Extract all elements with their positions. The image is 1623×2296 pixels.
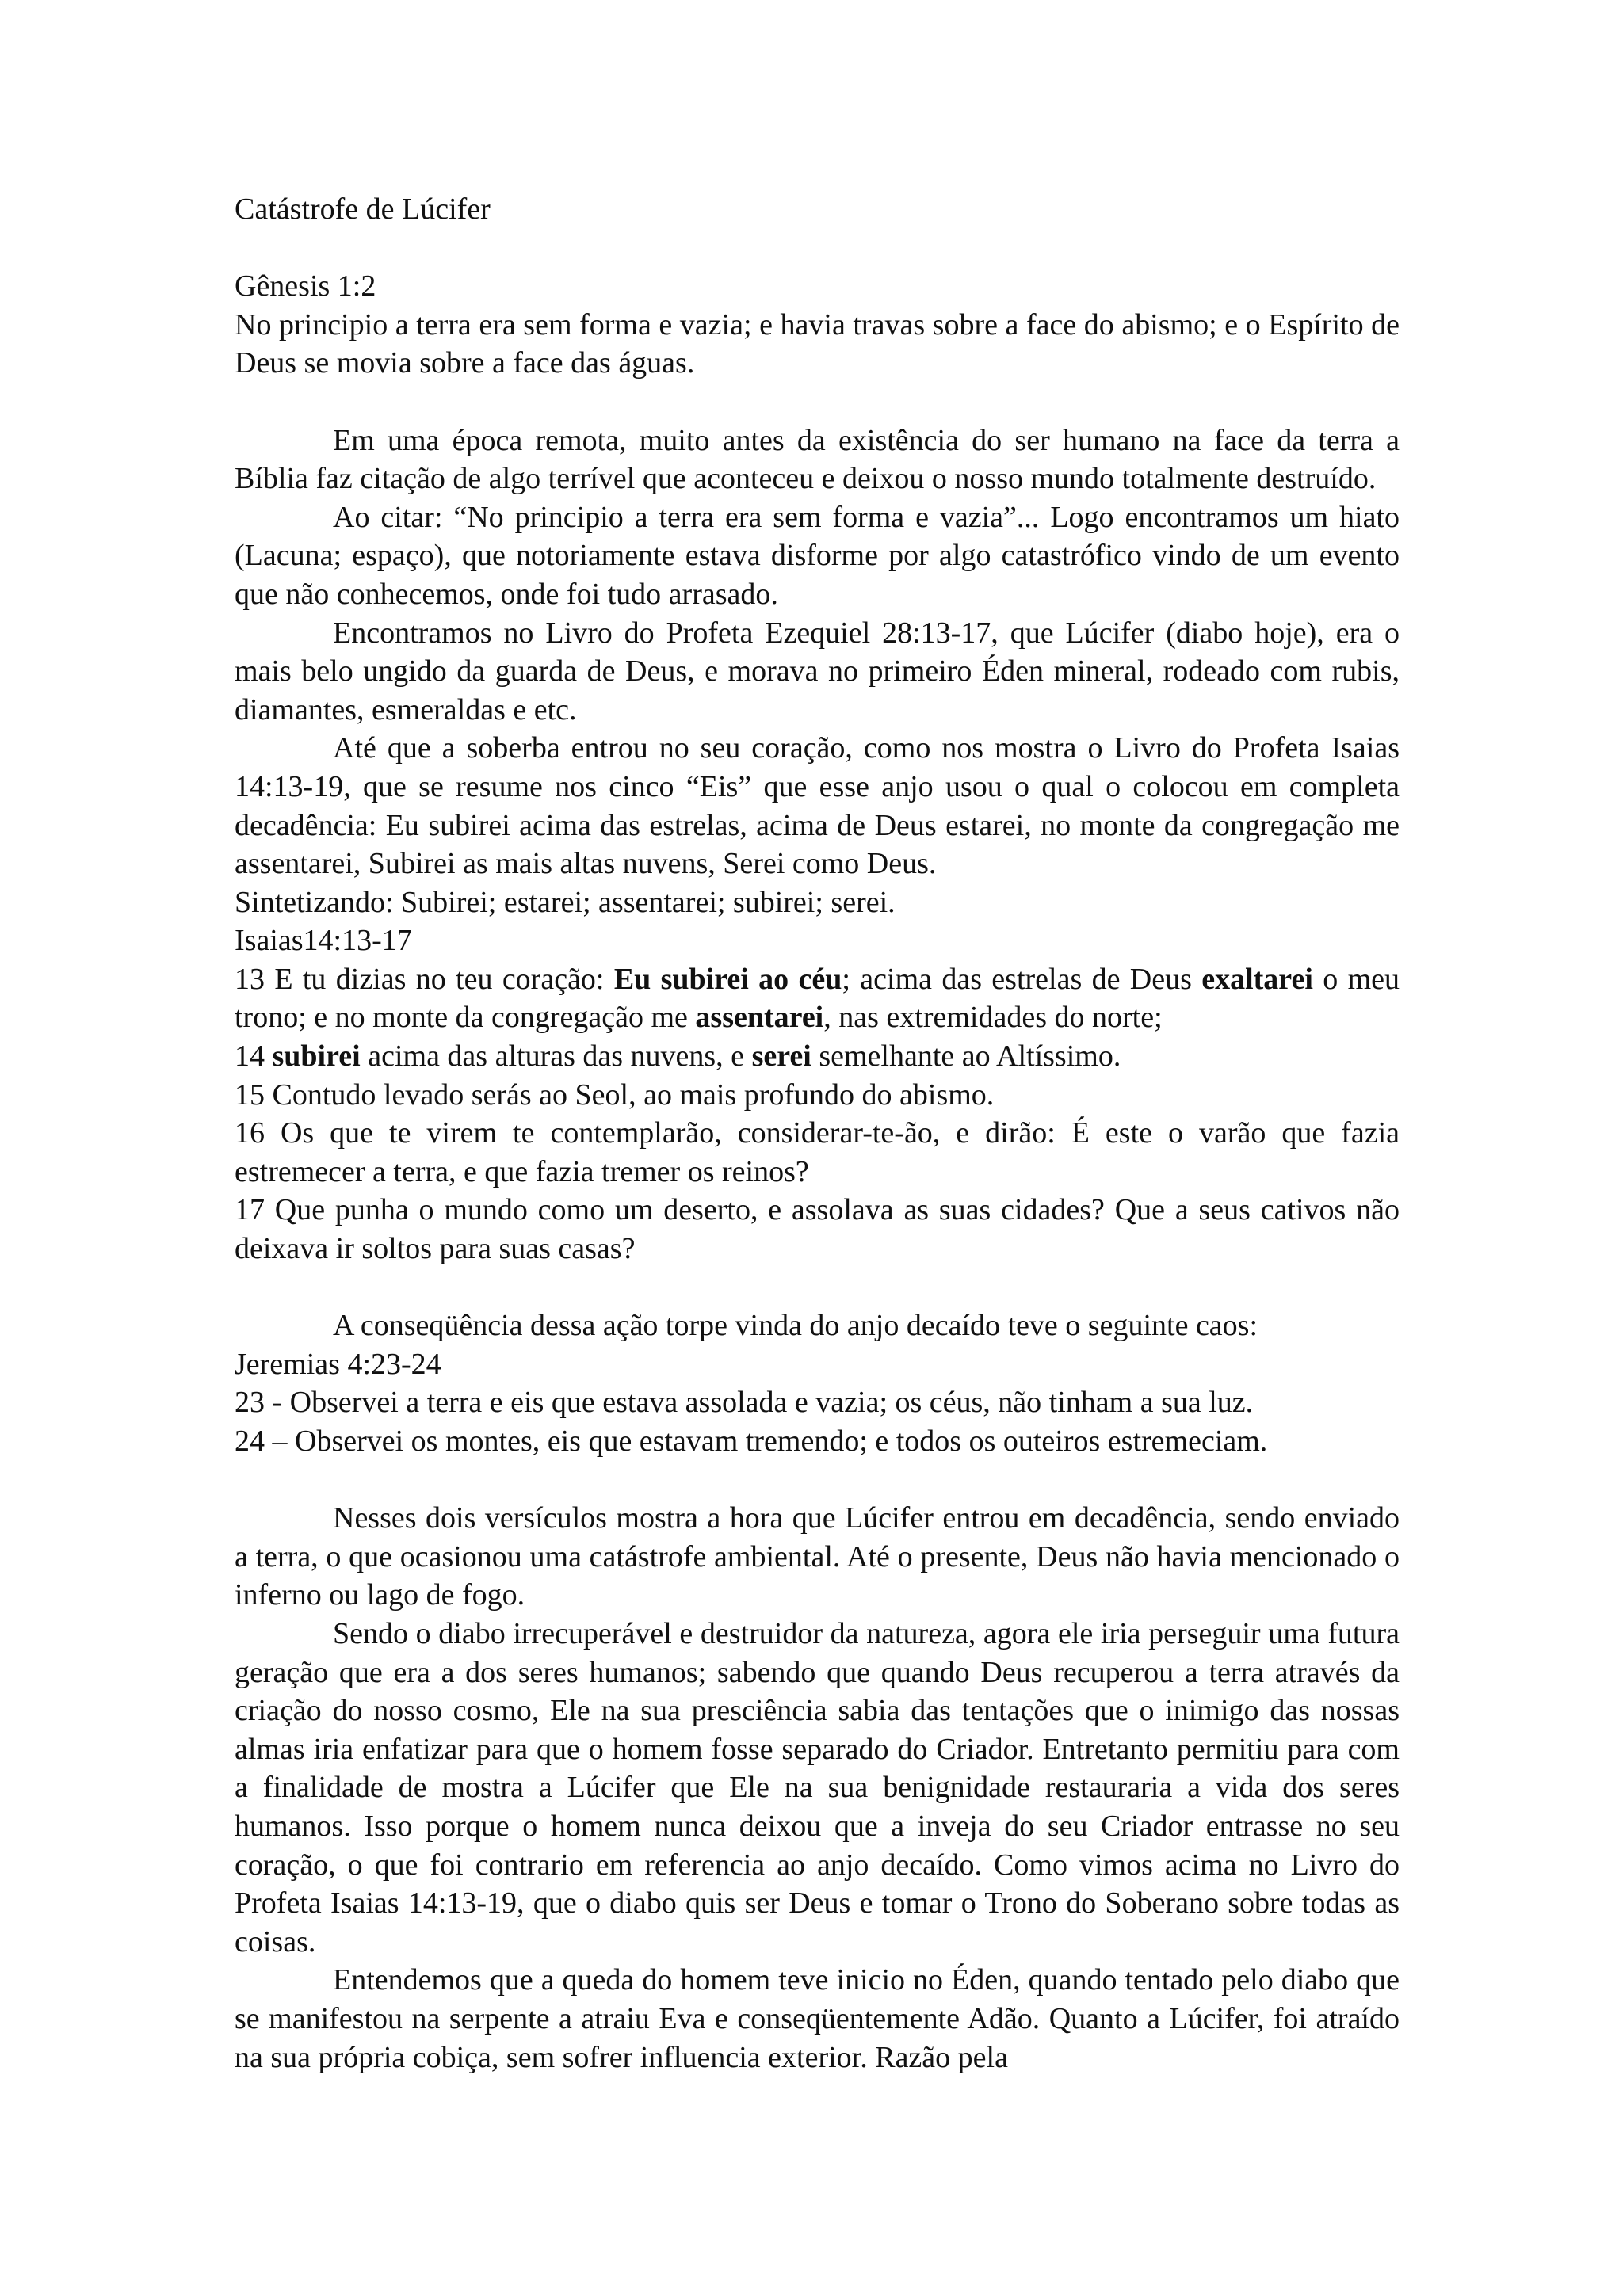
paragraph-5: A conseqüência dessa ação torpe vinda do anjo decaído teve o seguinte caos: (333, 1309, 1258, 1343)
verse-16: 16 Os que te virem te contemplarão, considerar-te-ão, e dirão: É este o varão que fazia estremecer a terra, e que fazia tremer os reinos? (235, 1116, 1400, 1188)
paragraph-7: Sendo o diabo irrecuperável e destruidor da natureza, agora ele iria perseguir uma futura geração que era a dos seres humanos; sabendo que quando Deus recuperou a terra através da criação do nosso cosmo, Ele na sua presciência sabia das tentações que o inimigo das nossas almas iria enfatizar para que o homem fosse separado do Criador. Entretanto permitiu para com a finalidade de mostra a Lúcifer que Ele na sua benignidade restauraria a vida dos seres humanos. Isso porque o homem nunca deixou que a inveja do seu Criador entrasse no seu coração, o que foi contrario em referencia ao anjo decaído. Como vimos acima no Livro do Profeta Isaias 14:13-19, que o diabo quis ser Deus e tomar o Trono do Soberano sobre todas as coisas. (235, 1616, 1400, 1958)
paragraph-2: Ao citar: “No principio a terra era sem forma e vazia”... Logo encontramos um hiato (Lacuna; espaço), que notoriamente estava disforme por algo catastrófico vindo de um evento que não conhecemos, onde foi tudo arrasado. (235, 500, 1400, 611)
paragraph-6: Nesses dois versículos mostra a hora que Lúcifer entrou em decadência, sendo enviado a terra, o que ocasionou uma catástrofe ambiental. Até o presente, Deus não havia mencionado o inferno ou lago de fogo. (235, 1501, 1400, 1612)
document-page (235, 190, 1400, 2077)
jeremias-reference: Jeremias 4:23-24 (235, 1347, 441, 1381)
verse-14: 14 subirei acima das alturas das nuvens, e serei semelhante ao Altíssimo. (235, 1039, 1121, 1074)
genesis-verse: No principio a terra era sem forma e vazia; e havia travas sobre a face do abismo; e o Espírito de Deus se movia sobre a face das águas. (235, 307, 1400, 380)
verse-15: 15 Contudo levado serás ao Seol, ao mais profundo do abismo. (235, 1077, 995, 1112)
paragraph-3: Encontramos no Livro do Profeta Ezequiel 28:13-17, que Lúcifer (diabo hoje), era o mais belo ungido da guarda de Deus, e morava no primeiro Éden mineral, rodeado com rubis, diamantes, esmeraldas e etc. (235, 616, 1400, 727)
paragraph-1: Em uma época remota, muito antes da existência do ser humano na face da terra a Bíblia faz citação de algo terrível que aconteceu e deixou o nosso mundo totalmente destruído. (235, 423, 1400, 496)
verse-13: 13 E tu dizias no teu coração: Eu subirei ao céu; acima das estrelas de Deus exaltarei o meu trono; e no monte da congregação me assentarei, nas extremidades do norte; (235, 962, 1400, 1035)
document-title: Catástrofe de Lúcifer (235, 193, 491, 226)
isaias-reference: Isaias14:13-17 (235, 924, 412, 958)
verse-17: 17 Que punha o mundo como um deserto, e assolava as suas cidades? Que a seus cativos não deixava ir soltos para suas casas? (235, 1193, 1400, 1266)
paragraph-4: Até que a soberba entrou no seu coração, como nos mostra o Livro do Profeta Isaias 14:13-19, que se resume nos cinco “Eis” que esse anjo usou o qual o colocou em completa decadência: Eu subirei acima das estrelas, acima de Deus estarei, no monte da congregação me assentarei, Subirei as mais altas nuvens, Serei como Deus. (235, 731, 1400, 881)
genesis-reference: Gênesis 1:2 (235, 269, 376, 303)
paragraph-4-summary: Sintetizando: Subirei; estarei; assentarei; subirei; serei. (235, 885, 896, 919)
jeremias-verse-23: 23 - Observei a terra e eis que estava assolada e vazia; os céus, não tinham a sua luz. (235, 1386, 1254, 1420)
paragraph-8: Entendemos que a queda do homem teve inicio no Éden, quando tentado pelo diabo que se manifestou na serpente a atraiu Eva e conseqüentemente Adão. Quanto a Lúcifer, foi atraído na sua própria cobiça, sem sofrer influencia exterior. Razão pela (235, 1963, 1400, 2074)
jeremias-verse-24: 24 – Observei os montes, eis que estavam tremendo; e todos os outeiros estremeciam. (235, 1425, 1268, 1458)
